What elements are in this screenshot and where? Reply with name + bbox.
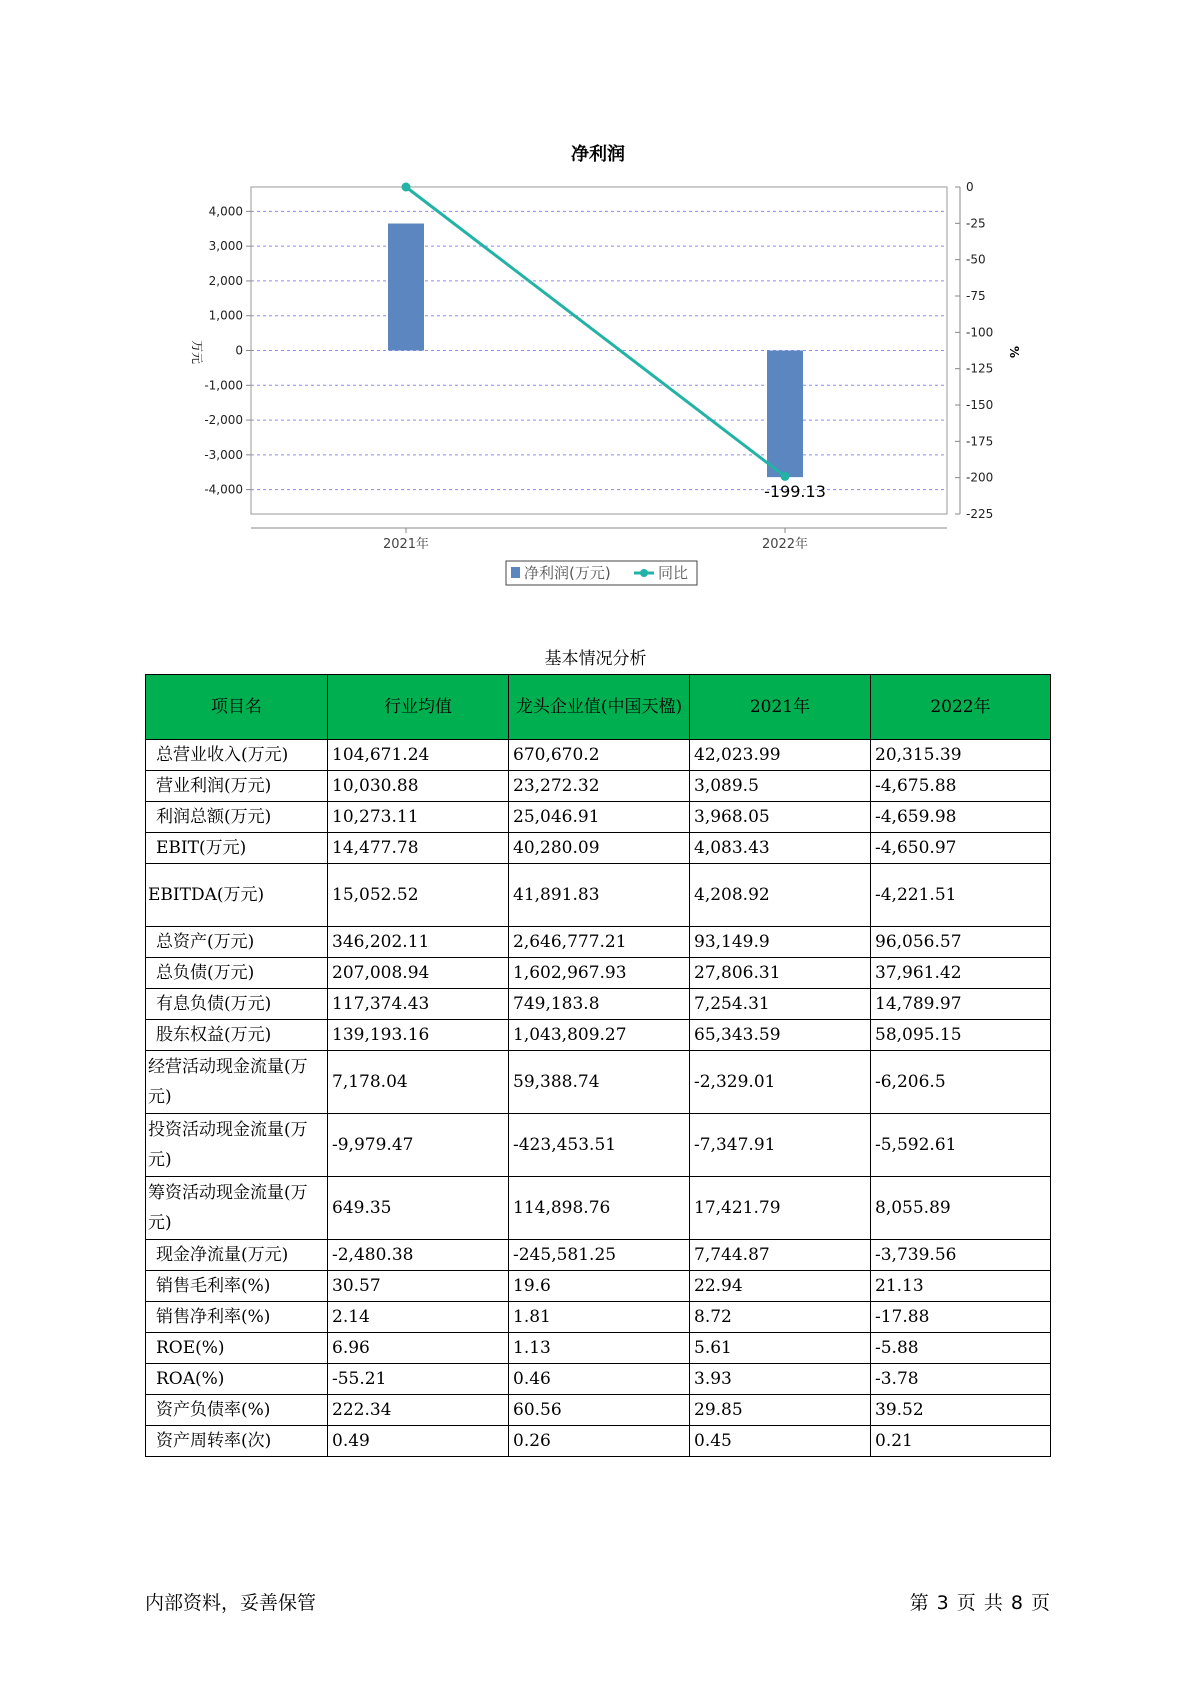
cell-industry-average: 10,273.11 <box>328 802 509 833</box>
y-tick-label: 0 <box>235 343 243 358</box>
cell-industry-average: 30.57 <box>328 1271 509 1302</box>
cell-year-2021: -7,347.91 <box>690 1114 871 1177</box>
cell-year-2021: 65,343.59 <box>690 1020 871 1051</box>
cell-industry-average: 117,374.43 <box>328 989 509 1020</box>
cell-year-2022: 20,315.39 <box>871 740 1051 771</box>
cell-year-2022: 96,056.57 <box>871 927 1051 958</box>
cell-leader-value: -423,453.51 <box>509 1114 690 1177</box>
row-metric-name: ROA(%) <box>146 1364 328 1395</box>
y-axis-ticks <box>204 204 251 496</box>
cell-industry-average: -55.21 <box>328 1364 509 1395</box>
cell-industry-average: 15,052.52 <box>328 864 509 927</box>
cell-industry-average: 14,477.78 <box>328 833 509 864</box>
table-row <box>146 1051 1051 1114</box>
row-metric-name: 总营业收入(万元) <box>146 740 328 771</box>
bar-net-profit <box>388 224 424 351</box>
row-metric-name: 有息负债(万元) <box>146 989 328 1020</box>
table-row <box>146 1364 1051 1395</box>
table-row <box>146 1114 1051 1177</box>
cell-year-2021: -2,329.01 <box>690 1051 871 1114</box>
cell-leader-value: 59,388.74 <box>509 1051 690 1114</box>
cell-year-2021: 27,806.31 <box>690 958 871 989</box>
cell-leader-value: 0.26 <box>509 1426 690 1457</box>
cell-industry-average: 104,671.24 <box>328 740 509 771</box>
y2-axis-label: % <box>1007 345 1021 359</box>
cell-year-2022: 21.13 <box>871 1271 1051 1302</box>
chart-legend <box>506 561 697 585</box>
chart-title: 净利润 <box>571 144 625 165</box>
cell-year-2022: 0.21 <box>871 1426 1051 1457</box>
y2-tick-label: -100 <box>966 325 994 340</box>
cell-leader-value: 0.46 <box>509 1364 690 1395</box>
chart-gridlines <box>251 211 947 489</box>
row-metric-name: 股东权益(万元) <box>146 1020 328 1051</box>
y-tick-label: 1,000 <box>208 308 243 323</box>
net-profit-chart <box>0 0 1191 600</box>
table-row <box>146 1426 1051 1457</box>
cell-year-2022: 14,789.97 <box>871 989 1051 1020</box>
y-axis-label: 万元 <box>190 339 204 365</box>
cell-year-2021: 3.93 <box>690 1364 871 1395</box>
table-row <box>146 1020 1051 1051</box>
point-yoy <box>402 183 411 192</box>
x-tick-label: 2022年 <box>761 537 809 552</box>
table-row <box>146 1333 1051 1364</box>
header-year-2021: 2021年 <box>690 675 871 740</box>
y-tick-label: -1,000 <box>204 378 243 393</box>
cell-leader-value: 1,602,967.93 <box>509 958 690 989</box>
cell-industry-average: 346,202.11 <box>328 927 509 958</box>
cell-year-2022: -17.88 <box>871 1302 1051 1333</box>
y2-tick-label: 0 <box>966 180 974 194</box>
row-metric-name: 资产周转率(次) <box>146 1426 328 1457</box>
cell-year-2021: 93,149.9 <box>690 927 871 958</box>
table-row <box>146 989 1051 1020</box>
row-metric-name: 资产负债率(%) <box>146 1395 328 1426</box>
x-tick-label: 2021年 <box>382 537 430 552</box>
header-industry-average: 行业均值 <box>328 675 509 740</box>
cell-industry-average: 2.14 <box>328 1302 509 1333</box>
cell-year-2021: 22.94 <box>690 1271 871 1302</box>
row-metric-name: ROE(%) <box>146 1333 328 1364</box>
cell-year-2022: -4,659.98 <box>871 802 1051 833</box>
cell-year-2022: -3.78 <box>871 1364 1051 1395</box>
y-tick-label: -2,000 <box>204 413 243 428</box>
y2-tick-label: -150 <box>966 398 994 412</box>
table-row <box>146 833 1051 864</box>
cell-industry-average: 7,178.04 <box>328 1051 509 1114</box>
cell-year-2022: 37,961.42 <box>871 958 1051 989</box>
y-tick-label: 3,000 <box>208 239 243 254</box>
row-metric-name: 利润总额(万元) <box>146 802 328 833</box>
legend-bar-swatch <box>511 567 520 578</box>
cell-leader-value: 60.56 <box>509 1395 690 1426</box>
cell-leader-value: 1.13 <box>509 1333 690 1364</box>
cell-year-2022: 39.52 <box>871 1395 1051 1426</box>
row-metric-name: 总负债(万元) <box>146 958 328 989</box>
table-row <box>146 1240 1051 1271</box>
cell-year-2022: 58,095.15 <box>871 1020 1051 1051</box>
cell-leader-value: -245,581.25 <box>509 1240 690 1271</box>
cell-year-2022: -4,650.97 <box>871 833 1051 864</box>
cell-year-2021: 8.72 <box>690 1302 871 1333</box>
table-caption: 基本情况分析 <box>544 649 647 669</box>
row-metric-name: 总资产(万元) <box>146 927 328 958</box>
line-series <box>402 183 790 481</box>
table-row <box>146 1271 1051 1302</box>
x-axis-ticks <box>383 528 808 552</box>
y2-tick-label: -175 <box>966 434 994 449</box>
legend-label-yoy: 同比 <box>658 564 689 582</box>
header-item-name: 项目名 <box>146 675 328 740</box>
cell-leader-value: 19.6 <box>509 1271 690 1302</box>
cell-year-2021: 4,208.92 <box>690 864 871 927</box>
cell-industry-average: 0.49 <box>328 1426 509 1457</box>
bar-net-profit <box>767 351 803 478</box>
row-metric-name: 销售毛利率(%) <box>146 1271 328 1302</box>
header-year-2022: 2022年 <box>871 675 1051 740</box>
cell-leader-value: 114,898.76 <box>509 1177 690 1240</box>
table-row <box>146 927 1051 958</box>
cell-year-2021: 4,083.43 <box>690 833 871 864</box>
y2-tick-label: -25 <box>966 216 986 231</box>
cell-industry-average: 222.34 <box>328 1395 509 1426</box>
cell-leader-value: 2,646,777.21 <box>509 927 690 958</box>
table-row <box>146 1302 1051 1333</box>
cell-industry-average: 139,193.16 <box>328 1020 509 1051</box>
row-metric-name: EBIT(万元) <box>146 833 328 864</box>
cell-year-2021: 29.85 <box>690 1395 871 1426</box>
cell-year-2021: 3,089.5 <box>690 771 871 802</box>
table-row <box>146 802 1051 833</box>
cell-leader-value: 41,891.83 <box>509 864 690 927</box>
basic-analysis-table <box>145 674 1051 1457</box>
y2-tick-label: -125 <box>966 361 994 376</box>
table-row <box>146 1395 1051 1426</box>
legend-line-marker <box>640 569 648 577</box>
table-row <box>146 958 1051 989</box>
y-tick-label: 2,000 <box>208 273 243 288</box>
table-row <box>146 864 1051 927</box>
cell-year-2021: 7,254.31 <box>690 989 871 1020</box>
cell-leader-value: 749,183.8 <box>509 989 690 1020</box>
cell-year-2022: -3,739.56 <box>871 1240 1051 1271</box>
cell-industry-average: 10,030.88 <box>328 771 509 802</box>
y2-tick-label: -200 <box>966 470 994 485</box>
row-metric-name: 经营活动现金流量(万元) <box>146 1051 328 1114</box>
row-metric-name: 营业利润(万元) <box>146 771 328 802</box>
y2-tick-label: -50 <box>966 252 986 267</box>
y-tick-label: -3,000 <box>204 447 243 462</box>
cell-year-2021: 3,968.05 <box>690 802 871 833</box>
cell-year-2021: 42,023.99 <box>690 740 871 771</box>
cell-leader-value: 40,280.09 <box>509 833 690 864</box>
footer-page-number: 第 3 页 共 8 页 <box>909 1592 1050 1614</box>
row-metric-name: 筹资活动现金流量(万元) <box>146 1177 328 1240</box>
cell-industry-average: 6.96 <box>328 1333 509 1364</box>
table-row <box>146 740 1051 771</box>
cell-year-2021: 17,421.79 <box>690 1177 871 1240</box>
cell-year-2022: -6,206.5 <box>871 1051 1051 1114</box>
cell-year-2022: -5.88 <box>871 1333 1051 1364</box>
cell-leader-value: 1,043,809.27 <box>509 1020 690 1051</box>
y-tick-label: 4,000 <box>208 204 243 219</box>
table-header-row <box>146 675 1051 740</box>
cell-industry-average: 207,008.94 <box>328 958 509 989</box>
footer-confidential-note: 内部资料，妥善保管 <box>145 1592 317 1614</box>
table-row <box>146 1177 1051 1240</box>
cell-year-2022: -4,675.88 <box>871 771 1051 802</box>
cell-year-2021: 0.45 <box>690 1426 871 1457</box>
row-metric-name: 现金净流量(万元) <box>146 1240 328 1271</box>
cell-leader-value: 23,272.32 <box>509 771 690 802</box>
cell-leader-value: 25,046.91 <box>509 802 690 833</box>
y2-axis-ticks <box>955 180 993 521</box>
row-metric-name: EBITDA(万元) <box>146 864 328 927</box>
table-row <box>146 771 1051 802</box>
line-yoy <box>406 187 785 476</box>
cell-industry-average: -9,979.47 <box>328 1114 509 1177</box>
y2-tick-label: -225 <box>966 507 994 521</box>
cell-leader-value: 670,670.2 <box>509 740 690 771</box>
cell-year-2022: -5,592.61 <box>871 1114 1051 1177</box>
cell-industry-average: 649.35 <box>328 1177 509 1240</box>
cell-leader-value: 1.81 <box>509 1302 690 1333</box>
data-label-yoy: -199.13 <box>764 482 826 501</box>
point-yoy <box>781 472 790 481</box>
header-leader-value: 龙头企业值(中国天楹) <box>509 675 690 740</box>
cell-year-2022: 8,055.89 <box>871 1177 1051 1240</box>
cell-year-2021: 5.61 <box>690 1333 871 1364</box>
row-metric-name: 投资活动现金流量(万元) <box>146 1114 328 1177</box>
y-tick-label: -4,000 <box>204 482 243 497</box>
cell-year-2021: 7,744.87 <box>690 1240 871 1271</box>
cell-year-2022: -4,221.51 <box>871 864 1051 927</box>
legend-label-net-profit: 净利润(万元) <box>524 564 611 582</box>
cell-industry-average: -2,480.38 <box>328 1240 509 1271</box>
y2-tick-label: -75 <box>966 289 986 303</box>
row-metric-name: 销售净利率(%) <box>146 1302 328 1333</box>
